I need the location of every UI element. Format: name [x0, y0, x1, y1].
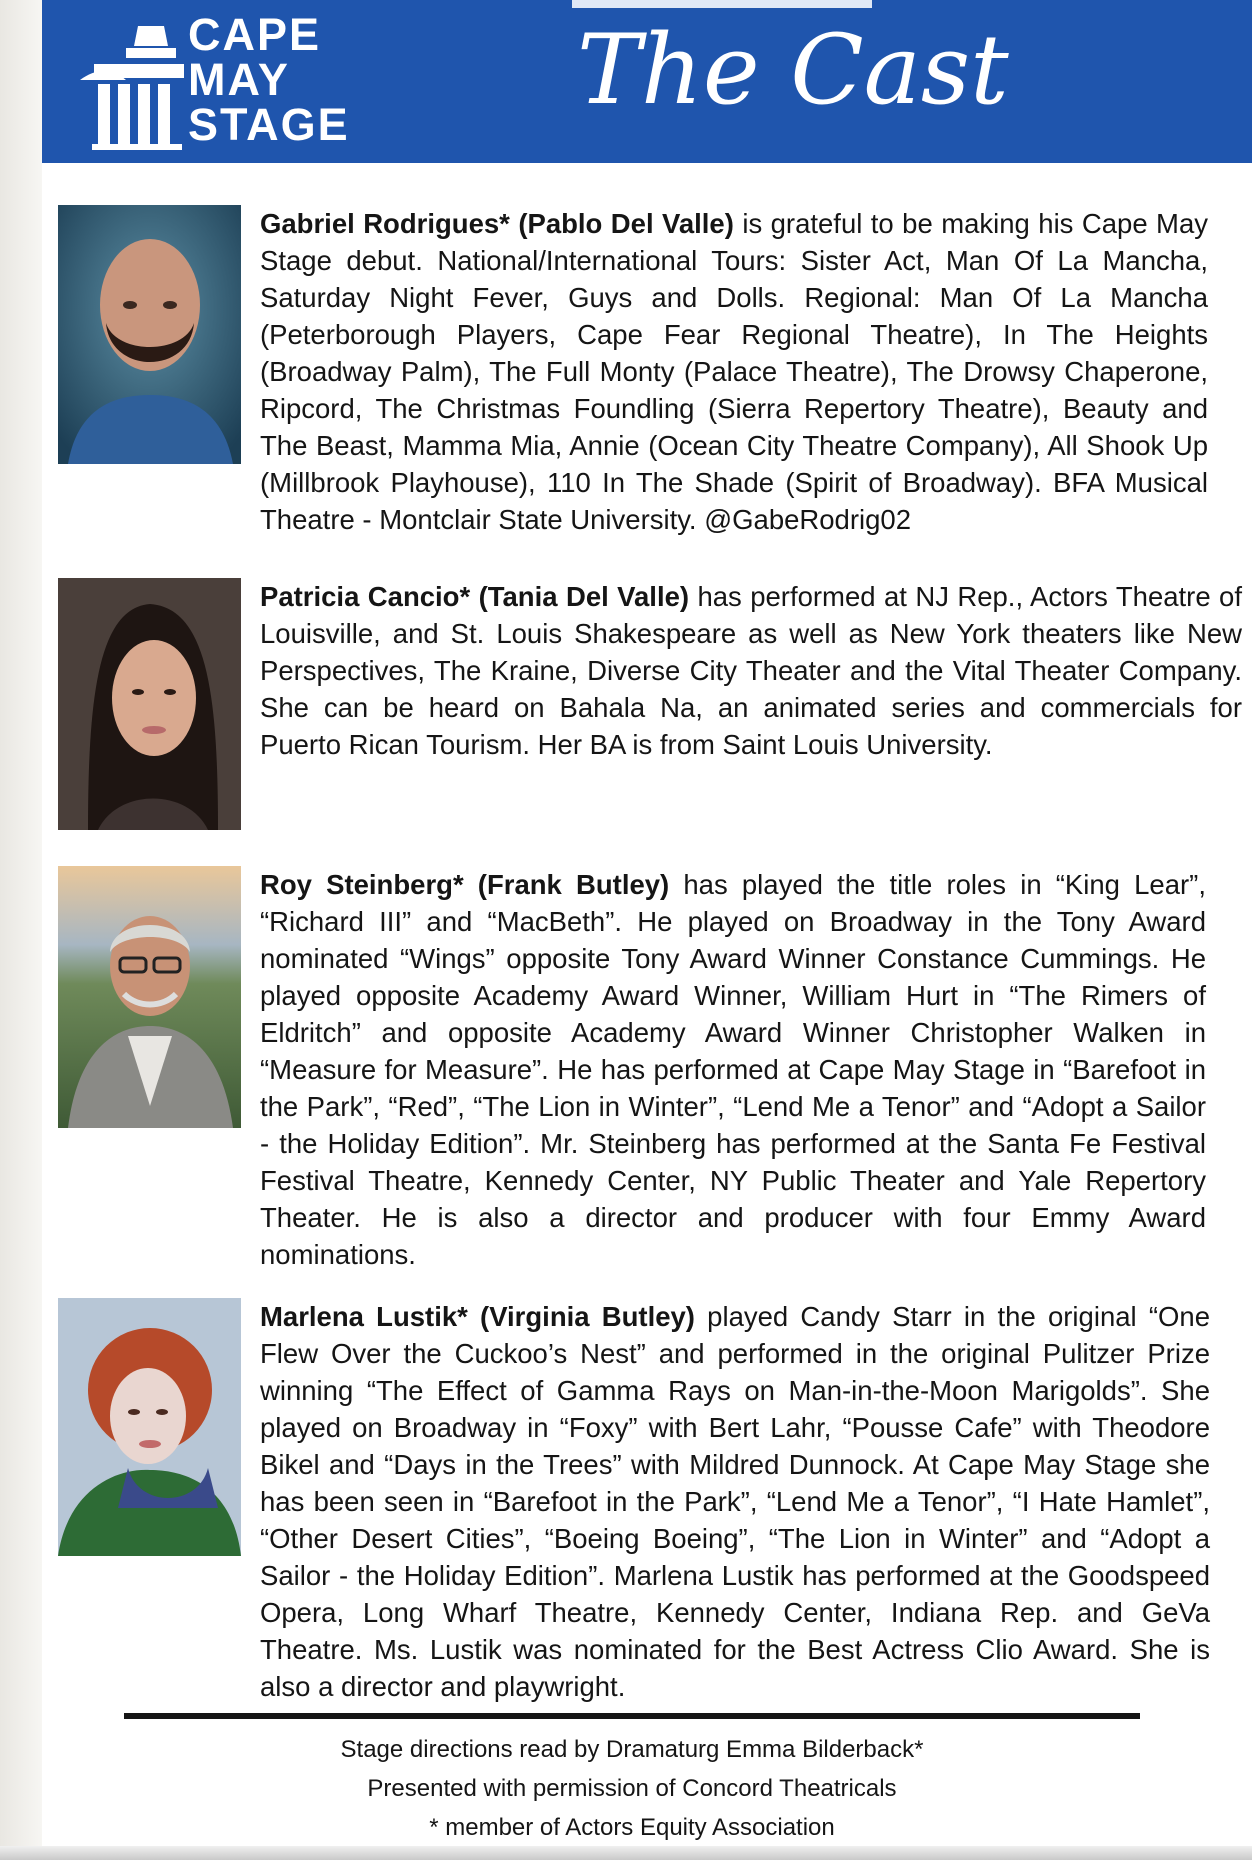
bio-text	[260, 578, 1242, 763]
cast-bio-body: is grateful to be making his Cape May Stage debut. National/International Tours: Sister Act, Man Of La Mancha, Saturday Night Fever, Guys and Dolls. Regional: Man Of La Mancha (Peterborough Players, Cape Fear Regional Theatre), In The Heights (Broadway Palm), The Full Monty (Palace Theatre), The Drowsy Chaperone, Ripcord, The Christmas Foundling (Sierra Repertory Theatre), Beauty and The Beast, Mamma Mia, Annie (Ocean City Theatre Company), All Shook Up (Millbrook Playhouse), 110 In The Shade (Spirit of Broadway). BFA Musical Theatre - Montclair State University. @GabeRodrig02	[260, 208, 1209, 535]
headshot-roy-steinberg	[58, 866, 241, 1128]
headshot-gabriel-rodrigues	[58, 205, 241, 464]
page-bottom-edge	[0, 1846, 1252, 1860]
cast-name: Roy Steinberg* (Frank Butley)	[260, 869, 670, 900]
header-banner	[42, 0, 1252, 163]
credit-line: * member of Actors Equity Association	[429, 1814, 835, 1841]
cape-may-stage-logo	[76, 9, 376, 152]
logo-word: STAGE	[188, 99, 350, 150]
page-title: The Cast	[577, 14, 1009, 126]
cast-name: Patricia Cancio* (Tania Del Valle)	[260, 581, 690, 612]
lighthouse-icon	[76, 22, 186, 150]
cast-bio-body: has played the title roles in “King Lear”, “Richard III” and “MacBeth”. He played on Broadway in the Tony Award nominated “Wings” opposite Tony Award Winner Constance Cummings. He played opposite Academy Award Winner, William Hurt in “The Rimers of Eldritch” and opposite Academy Award Winner Christopher Walken in “Measure for Measure”. He has performed at Cape May Stage in “Barefoot in the Park”, “Red”, “The Lion in Winter”, “Lend Me a Tenor” and “Adopt a Sailor - the Holiday Edition”. Mr. Steinberg has performed at the Santa Fe Festival Festival Theatre, Kennedy Center, NY Public Theater and Yale Repertory Theater. He is also a director and producer with four Emmy Award nominations.	[260, 869, 1206, 1270]
cast-bio-body: has performed at NJ Rep., Actors Theatre of Louisville, and St. Louis Shakespeare as well as New York theaters like New Perspectives, The Kraine, Diverse City Theater and the Vital Theater Company. She can be heard on Bahala Na, an animated series and commercials for Puerto Rican Tourism. Her BA is from Saint Louis University.	[260, 581, 1242, 760]
page-edge	[0, 0, 42, 1860]
credit-line: Stage directions read by Dramaturg Emma Bilderback*	[340, 1736, 924, 1763]
divider	[124, 1713, 1140, 1719]
headshot-marlena-lustik	[58, 1298, 241, 1556]
logo-word: CAPE	[188, 9, 322, 60]
bio-text	[260, 205, 1208, 538]
credits	[124, 1730, 1140, 1847]
headshot-patricia-cancio	[58, 578, 241, 830]
logo-word: MAY	[188, 54, 290, 105]
logo-wordmark	[188, 9, 350, 150]
credit-line: Presented with permission of Concord Theatricals	[367, 1775, 897, 1802]
bio-text	[260, 1298, 1210, 1705]
cast-name: Gabriel Rodrigues* (Pablo Del Valle)	[260, 208, 734, 239]
cast-name: Marlena Lustik* (Virginia Butley)	[260, 1301, 695, 1332]
cast-bio-body: played Candy Starr in the original “One Flew Over the Cuckoo’s Nest” and performed in the original Pulitzer Prize winning “The Effect of Gamma Rays on Man-in-the-Moon Marigolds”. She played on Broadway in “Foxy” with Bert Lahr, “Pousse Cafe” with Theodore Bikel and “Days in the Trees” with Mildred Dunnock. At Cape May Stage she has been seen in “Barefoot in the Park”, “Lend Me a Tenor”, “I Hate Hamlet”, “Other Desert Cities”, “Boeing Boeing”, “The Lion in Winter” and “Adopt a Sailor - the Holiday Edition”. Marlena Lustik has performed at the Goodspeed Opera, Long Wharf Theatre, Kennedy Center, Indiana Rep. and GeVa Theatre. Ms. Lustik was nominated for the Best Actress Clio Award. She is also a director and playwright.	[260, 1301, 1210, 1702]
bio-text	[260, 866, 1206, 1273]
